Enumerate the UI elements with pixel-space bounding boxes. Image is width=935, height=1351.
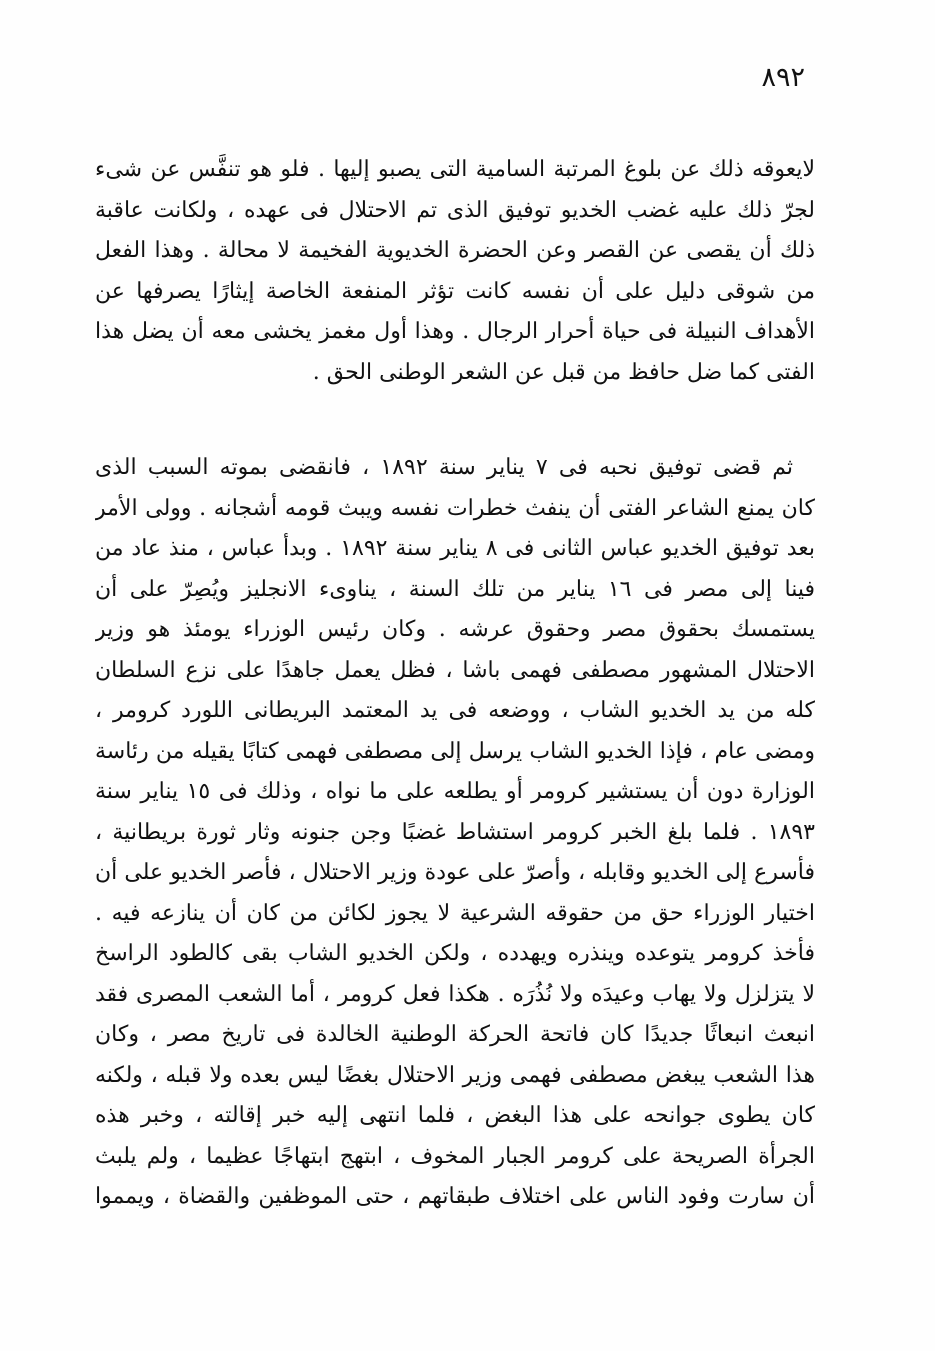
page-number: ٨٩٢ (761, 62, 805, 93)
paragraph (95, 448, 815, 1218)
text-line: كله من يد الخديو الشاب ، ووضعه فى يد المعتمد البريطانى اللورد كرومر ، (95, 698, 815, 723)
text-line: ١٨٩٣ . فلما بلغ الخبر كرومر استشاط غضبًا وجن جنونه وثار ثورة بريطانية ، (95, 819, 815, 845)
text-line: انبعث انبعاثًا جديدًا كان فاتحة الحركة الوطنية الخالدة فى تاريخ مصر ، وكان (95, 1022, 815, 1047)
text-line: الأهداف النبيلة فى حياة أحرار الرجال . وهذا أول مغمز يخشى معه أن يضل هذا (95, 319, 815, 344)
text-line: الوزارة دون أن يستشير كرومر أو يطلعه على ما نواه ، وذلك فى ١٥ يناير سنة (95, 779, 815, 804)
text-line: هذا الشعب يبغض مصطفى فهمى وزير الاحتلال بغضًا ليس بعده ولا قبله ، ولكنه (95, 1062, 815, 1088)
text-line: بعد توفيق الخديو عباس الثانى فى ٨ يناير سنة ١٨٩٢ . وبدأ عباس ، منذ عاد من (95, 536, 815, 561)
text-line: أن سارت وفود الناس على اختلاف طبقاتهم ، حتى الموظفين والقضاة ، ويمموا (95, 1184, 815, 1209)
text-line: الفتى كما ضل حافظ من قبل عن الشعر الوطنى الحق . (312, 359, 815, 385)
text-line: لايعوقه ذلك عن بلوغ المرتبة السامية التى يصبو إليها . فلو هو تنفَّس عن شىء (95, 157, 815, 182)
text-line: لا يتزلزل ولا يهاب وعيدَه ولا نُذُرَه . هكذا فعل كرومر ، أما الشعب المصرى فقد (95, 981, 815, 1007)
text-line: كان يمنع الشاعر الفتى أن ينفث خطرات نفسه ويبث قومه أشجانه . وولى الأمر (95, 495, 815, 521)
text-line: الجرأة الصريحة على كرومر الجبار المخوف ، ابتهج ابتهاجًا عظيما ، ولم يلبث (95, 1143, 815, 1169)
text-line: فأسرع إلى الخديو وقابله ، وأصرّ على عودة وزير الاحتلال ، فأصر الخديو على أن (95, 860, 815, 885)
text-line: ذلك أن يقصى عن القصر وعن الحضرة الخديوية الفخيمة لا محالة . وهذا الفعل (95, 238, 815, 263)
paragraph (95, 150, 815, 393)
text-line: كان يطوى جوانحه على هذا البغض ، فلما انتهى إليه خبر إقالته ، وخبر هذه (95, 1103, 815, 1128)
text-line: اختيار الوزراء حق من حقوقه الشرعية لا يجوز لكائن من كان أن ينازعه فيه . (95, 900, 815, 926)
text-line: يستمسك بحقوق مصر وحقوق عرشه . وكان رئيس الوزراء يومئذ هو وزير (95, 617, 815, 642)
text-line: فينا إلى مصر فى ١٦ يناير من تلك السنة ، يناوىء الانجليز ويُصِرّ على أن (95, 576, 815, 602)
text-line: ومضى عام ، فإذا الخديو الشاب يرسل إلى مصطفى فهمى كتابًا يقيله من رئاسة (95, 738, 815, 764)
text-line: من شوقى دليل على أن نفسه كانت تؤثر المنفعة الخاصة إيثارًا يصرفها عن (95, 278, 815, 304)
text-line: الاحتلال المشهور مصطفى فهمى باشا ، فظل يعمل جاهدًا على نزع السلطان (95, 657, 815, 683)
text-line: فأخذ كرومر يتوعده وينذره ويهدده ، ولكن الخديو الشاب بقى كالطود الراسخ (95, 941, 815, 966)
text-line: لجرّ ذلك عليه غضب الخديو توفيق الذى تم الاحتلال فى عهده ، ولكانت عاقبة (95, 197, 815, 223)
text-line: ثم قضى توفيق نحبه فى ٧ يناير سنة ١٨٩٢ ، فانقضى بموته السبب الذى (95, 455, 793, 480)
